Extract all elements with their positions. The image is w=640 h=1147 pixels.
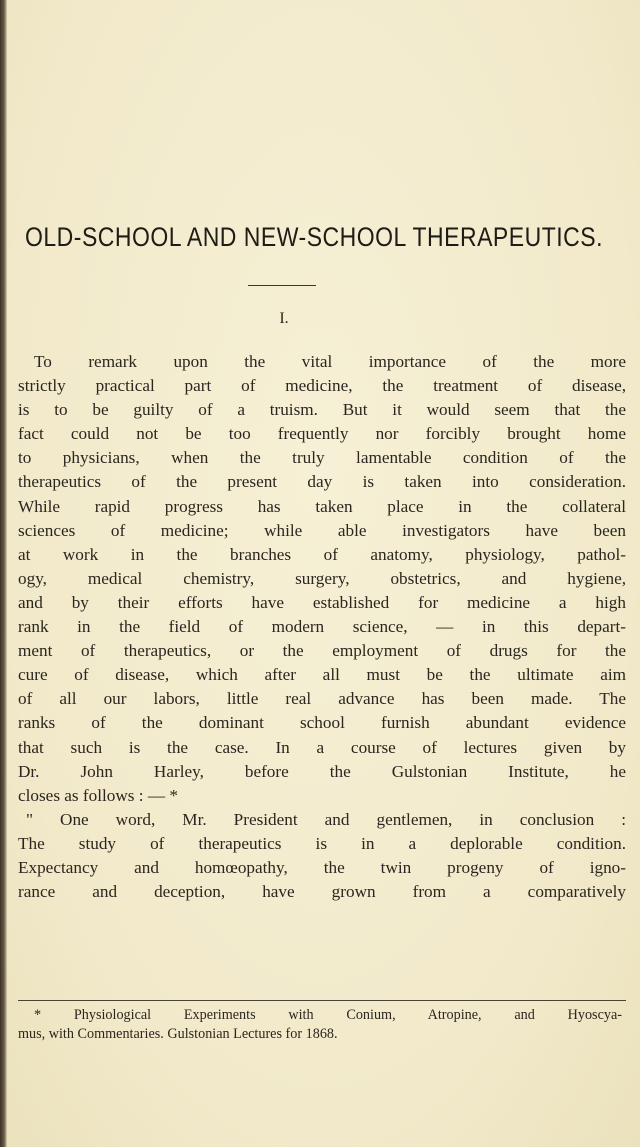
body-text [18, 350, 626, 904]
title-divider [248, 285, 316, 286]
paragraph-line: to physicians, when the truly lamentable condition of the [18, 448, 626, 468]
footnote-divider [18, 1000, 626, 1001]
quote-line: rance and deception, have grown from a comparatively [18, 882, 626, 902]
paragraph-line: that such is the case. In a course of lectures given by [18, 737, 626, 757]
paragraph-line: at work in the branches of anatomy, physiology, pathol- [18, 544, 626, 564]
quote-line: Expectancy and homœopathy, the twin progeny of igno- [18, 857, 626, 877]
paragraph-line: ranks of the dominant school furnish abundant evidence [18, 713, 626, 733]
quote-line: " One word, Mr. President and gentlemen, in conclusion : [26, 809, 626, 829]
paragraph-line: and by their efforts have established for medicine a high [18, 592, 626, 612]
paragraph-line: therapeutics of the present day is taken into consideration. [18, 472, 626, 492]
footnote-line: mus, with Commentaries. Gulstonian Lectures for 1868. [18, 1026, 338, 1042]
paragraph-line: ment of therapeutics, or the employment of drugs for the [18, 641, 626, 661]
paragraph-line: To remark upon the vital importance of the more [34, 352, 626, 371]
paragraph-line: strictly practical part of medicine, the treatment of disease, [18, 376, 626, 396]
page-binding-edge [0, 0, 7, 1147]
paragraph-line: sciences of medicine; while able investigators have been [18, 520, 626, 540]
paragraph-line: is to be guilty of a truism. But it would seem that the [18, 400, 626, 420]
paragraph-line: cure of disease, which after all must be the ultimate aim [18, 665, 626, 685]
footnote-line: * Physiological Experiments with Conium, Atropine, and Hyoscya- [34, 1007, 622, 1023]
paragraph-line: fact could not be too frequently nor forcibly brought home [18, 424, 626, 444]
paragraph-line: While rapid progress has taken place in the collateral [18, 496, 626, 516]
section-number: I. [279, 310, 289, 327]
quote-line: The study of therapeutics is in a deplorable condition. [18, 833, 626, 853]
paragraph-line: of all our labors, little real advance has been made. The [18, 689, 626, 709]
page-title: OLD-SCHOOL AND NEW-SCHOOL THERAPEUTICS. [25, 221, 603, 252]
paragraph-line: Dr. John Harley, before the Gulstonian Institute, he [18, 761, 626, 781]
footnote [18, 1006, 622, 1044]
paragraph-line: ogy, medical chemistry, surgery, obstetrics, and hygiene, [18, 568, 626, 588]
paragraph-line: closes as follows : — * [18, 785, 178, 805]
paragraph-line: rank in the field of modern science, — in this depart- [18, 617, 626, 637]
